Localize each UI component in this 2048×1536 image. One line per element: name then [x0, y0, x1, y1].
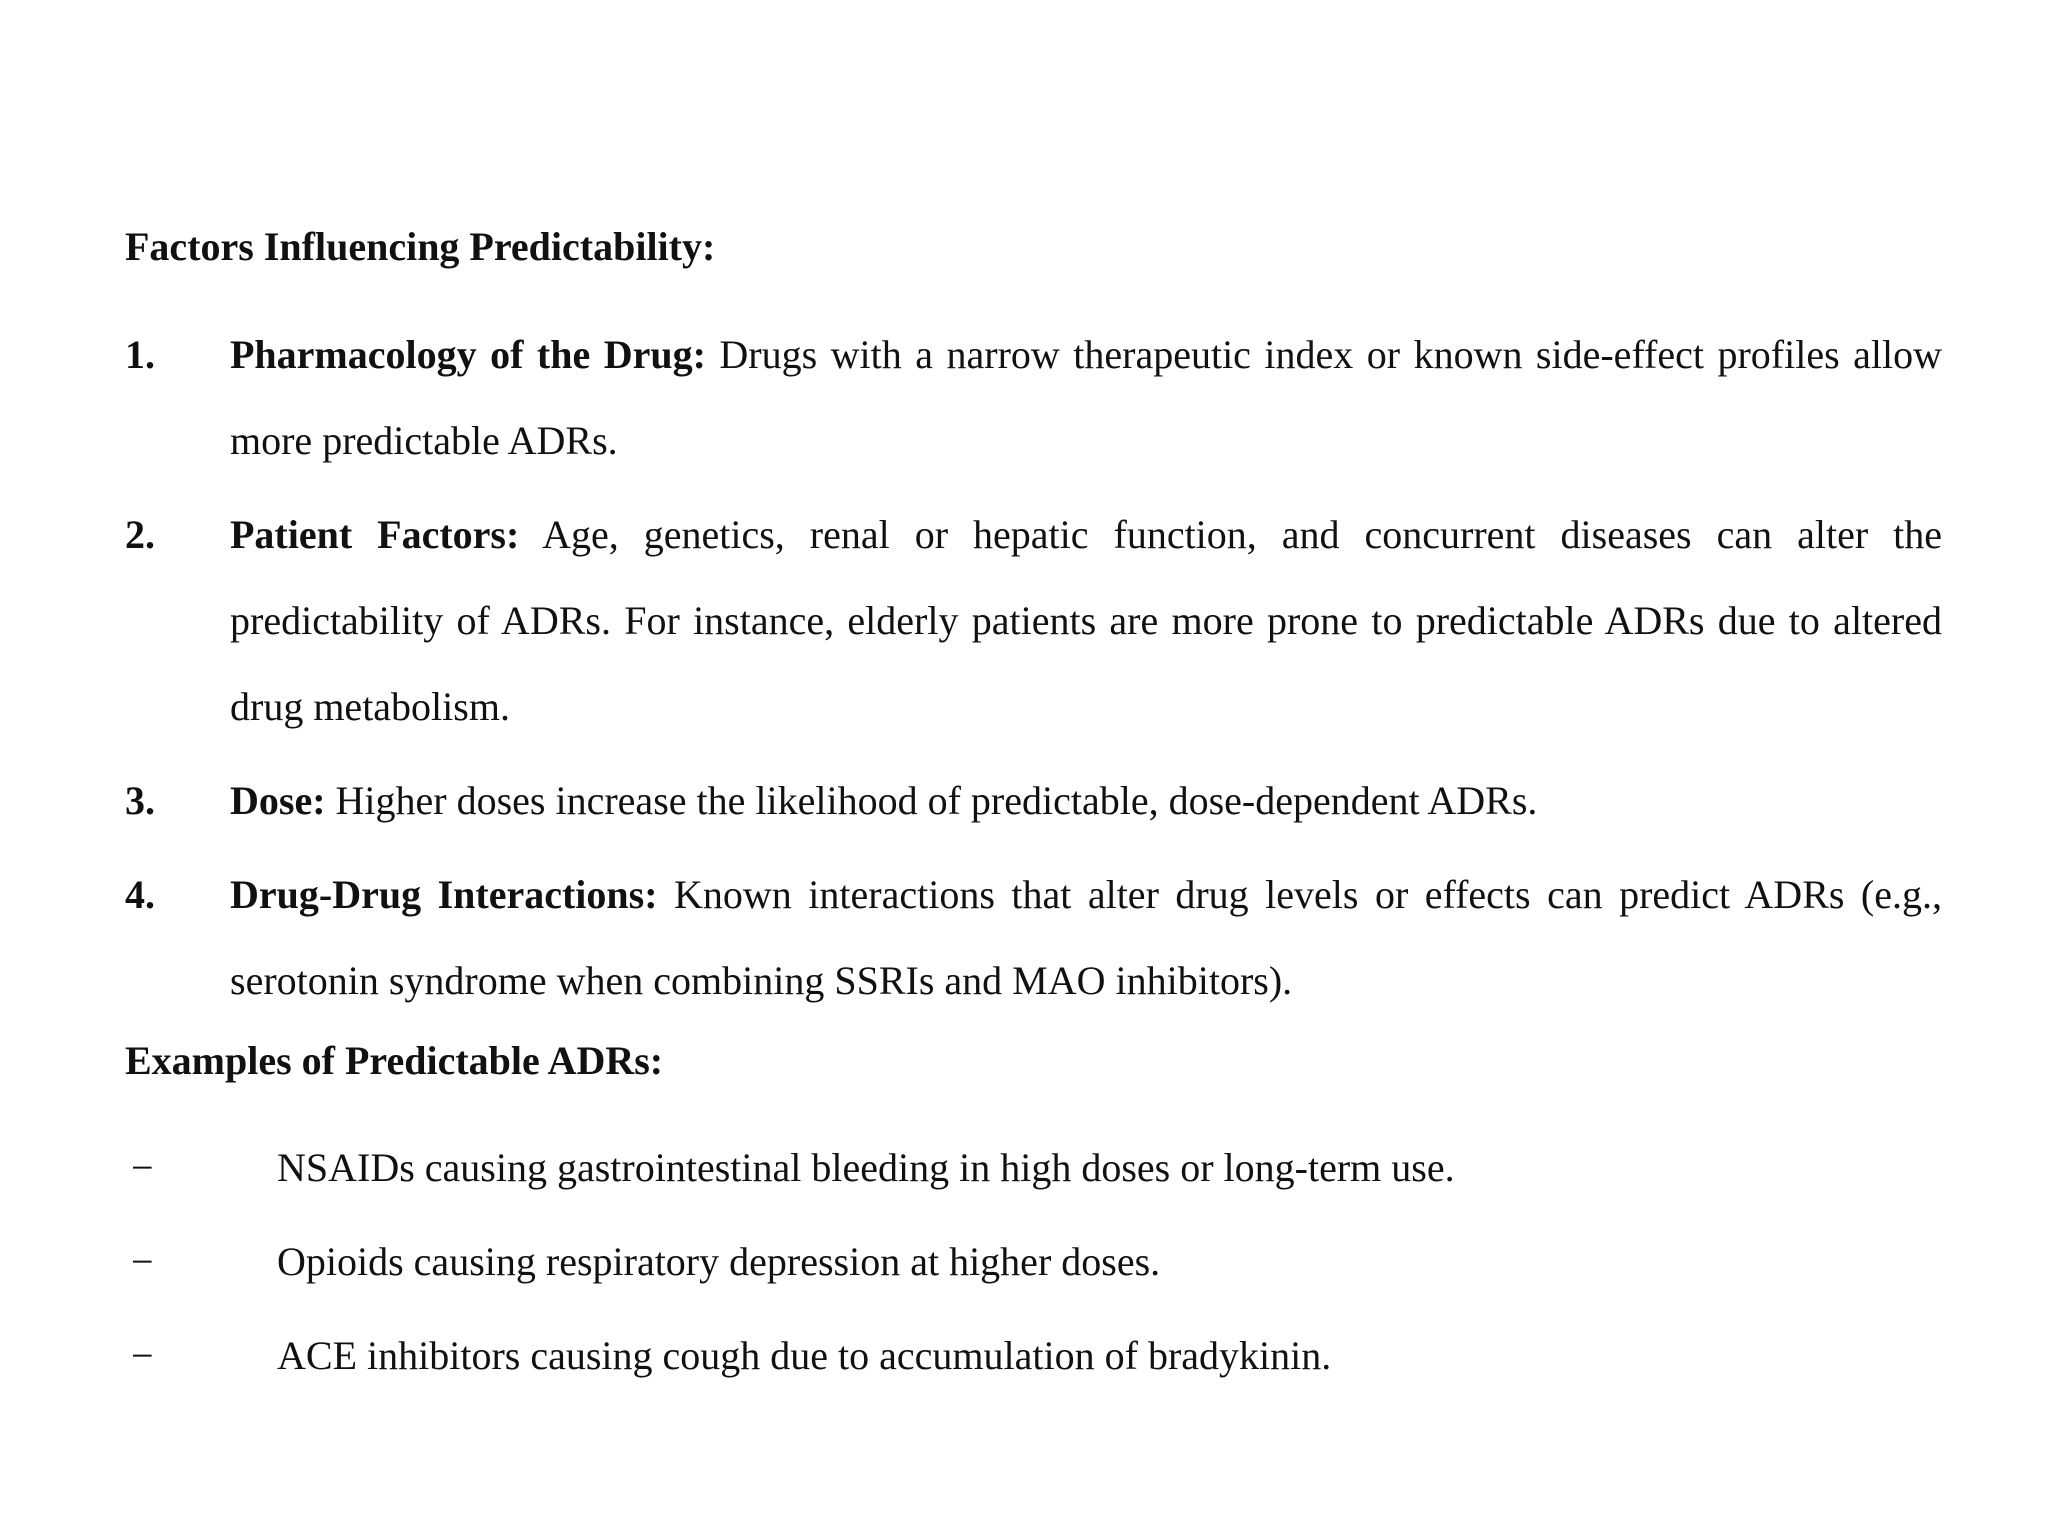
- dash-bullet: −: [131, 1145, 154, 1190]
- item-number: 3.: [125, 778, 155, 823]
- item-text: Age, genetics, renal or hepatic function, and concurrent diseases can alter the predictability of ADRs. For instance, elderly patients are more prone to predictable ADRs due to altered drug metabolism.: [230, 512, 1942, 729]
- dash-bullet: −: [131, 1333, 154, 1378]
- example-item: [125, 1313, 1942, 1399]
- item-title: Patient Factors:: [230, 512, 520, 557]
- example-text: Opioids causing respiratory depression at higher doses.: [277, 1239, 1161, 1284]
- examples-list: [125, 1125, 1942, 1399]
- item-text: Known interactions that alter drug levels or effects can predict ADRs (e.g., serotonin syndrome when combining SSRIs and MAO inhibitors).: [230, 872, 1942, 1003]
- item-title: Drug-Drug Interactions:: [230, 872, 658, 917]
- example-item: [125, 1219, 1942, 1305]
- example-item: [125, 1125, 1942, 1211]
- dash-bullet: −: [131, 1239, 154, 1284]
- item-title: Pharmacology of the Drug:: [230, 332, 706, 377]
- section-heading-examples: Examples of Predictable ADRs:: [125, 1038, 664, 1083]
- section-heading-factors: Factors Influencing Predictability:: [125, 224, 716, 269]
- factor-item: [125, 758, 1942, 844]
- item-text: Higher doses increase the likelihood of predictable, dose-dependent ADRs.: [325, 778, 1538, 823]
- item-text: Drugs with a narrow therapeutic index or known side-effect profiles allow more predictable ADRs.: [230, 332, 1942, 463]
- example-text: NSAIDs causing gastrointestinal bleeding in high doses or long-term use.: [277, 1145, 1455, 1190]
- factor-item: [125, 852, 1942, 1024]
- item-number: 1.: [125, 332, 155, 377]
- factor-item: [125, 312, 1942, 484]
- item-number: 4.: [125, 872, 155, 917]
- factors-list: [125, 312, 1942, 1024]
- item-number: 2.: [125, 512, 155, 557]
- example-text: ACE inhibitors causing cough due to accumulation of bradykinin.: [277, 1333, 1332, 1378]
- item-title: Dose:: [230, 778, 326, 823]
- factor-item: [125, 492, 1942, 750]
- document-page: [125, 218, 1942, 1407]
